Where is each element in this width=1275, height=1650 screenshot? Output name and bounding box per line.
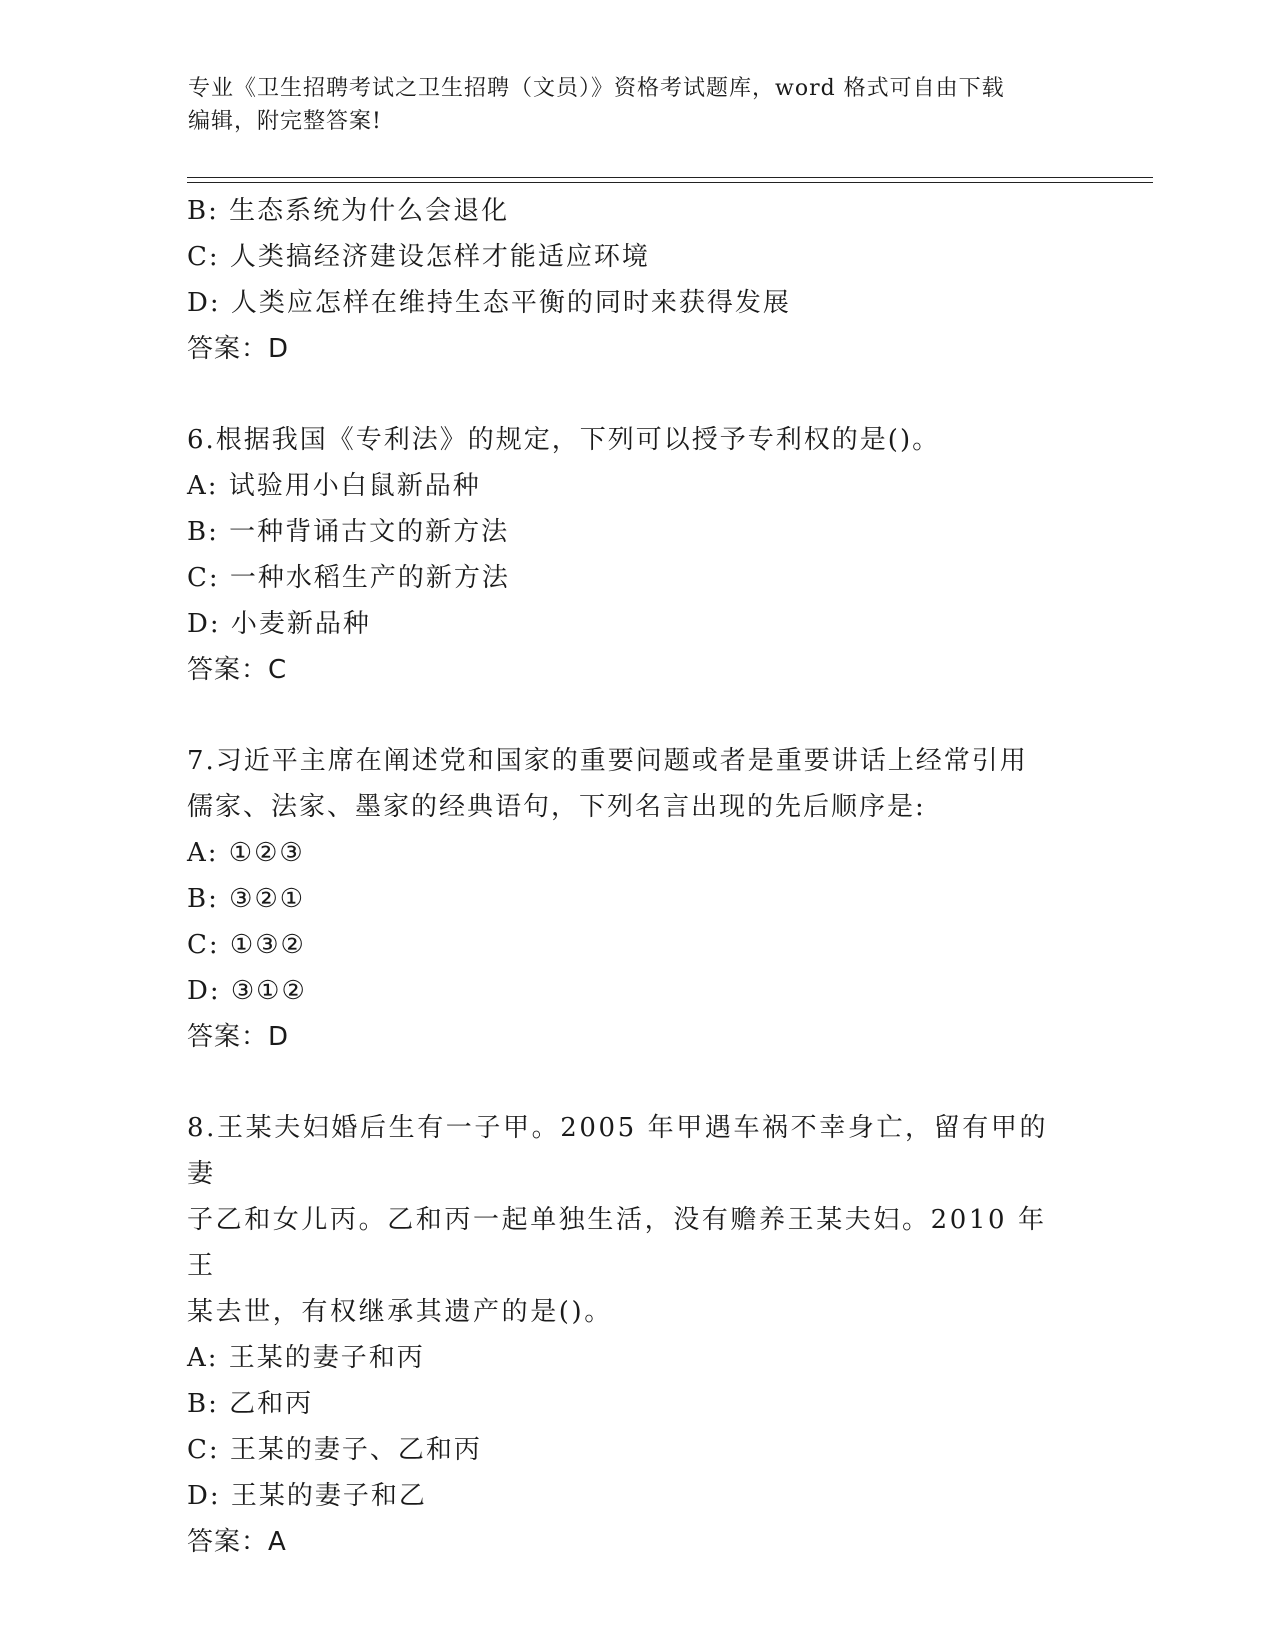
option-a: A: ①②③ [187,838,305,868]
option-d: D: 王某的妻子和乙 [187,1481,427,1511]
question-text: 6.根据我国《专利法》的规定，下列可以授予专利权的是()。 [187,425,941,455]
question-text-line-2: 儒家、法家、墨家的经典语句，下列名言出现的先后顺序是: [187,792,926,822]
header-divider-bottom [187,182,1153,183]
question-5-tail [187,188,1077,372]
document-header [188,72,1068,138]
option-d: D: 小麦新品种 [187,609,371,639]
answer: 答案：D [187,334,290,364]
option-c: C: 人类搞经济建设怎样才能适应环境 [187,242,650,272]
option-b: B: 一种背诵古文的新方法 [187,517,510,547]
answer: 答案：A [187,1527,287,1557]
answer: 答案：C [187,655,288,685]
option-a: A: 王某的妻子和丙 [187,1343,425,1373]
question-text-line-3: 某去世，有权继承其遗产的是()。 [187,1297,613,1327]
answer: 答案：D [187,1022,290,1052]
question-list [187,188,1077,1565]
option-c: C: 一种水稻生产的新方法 [187,563,510,593]
question-text-line-1: 7.习近平主席在阐述党和国家的重要问题或者是重要讲话上经常引用 [187,746,1028,776]
header-line-1: 专业《卫生招聘考试之卫生招聘（文员）》资格考试题库，word 格式可自由下载 [188,76,1005,101]
option-a: A: 试验用小白鼠新品种 [187,471,481,501]
option-b: B: 乙和丙 [187,1389,314,1419]
question-6 [187,417,1077,693]
option-c: C: ①③② [187,930,306,960]
header-divider-top [187,177,1153,178]
question-8 [187,1105,1077,1565]
option-d: D: ③①② [187,976,307,1006]
question-text-line-2: 子乙和女儿丙。乙和丙一起单独生活，没有赡养王某夫妇。2010 年王 [187,1205,1047,1281]
option-b: B: ③②① [187,884,306,914]
option-c: C: 王某的妻子、乙和丙 [187,1435,482,1465]
header-line-2: 编辑，附完整答案! [188,109,382,134]
question-text-line-1: 8.王某夫妇婚后生有一子甲。2005 年甲遇车祸不幸身亡，留有甲的妻 [187,1113,1049,1189]
option-b: B: 生态系统为什么会退化 [187,196,510,226]
question-7 [187,738,1077,1060]
option-d: D: 人类应怎样在维持生态平衡的同时来获得发展 [187,288,791,318]
